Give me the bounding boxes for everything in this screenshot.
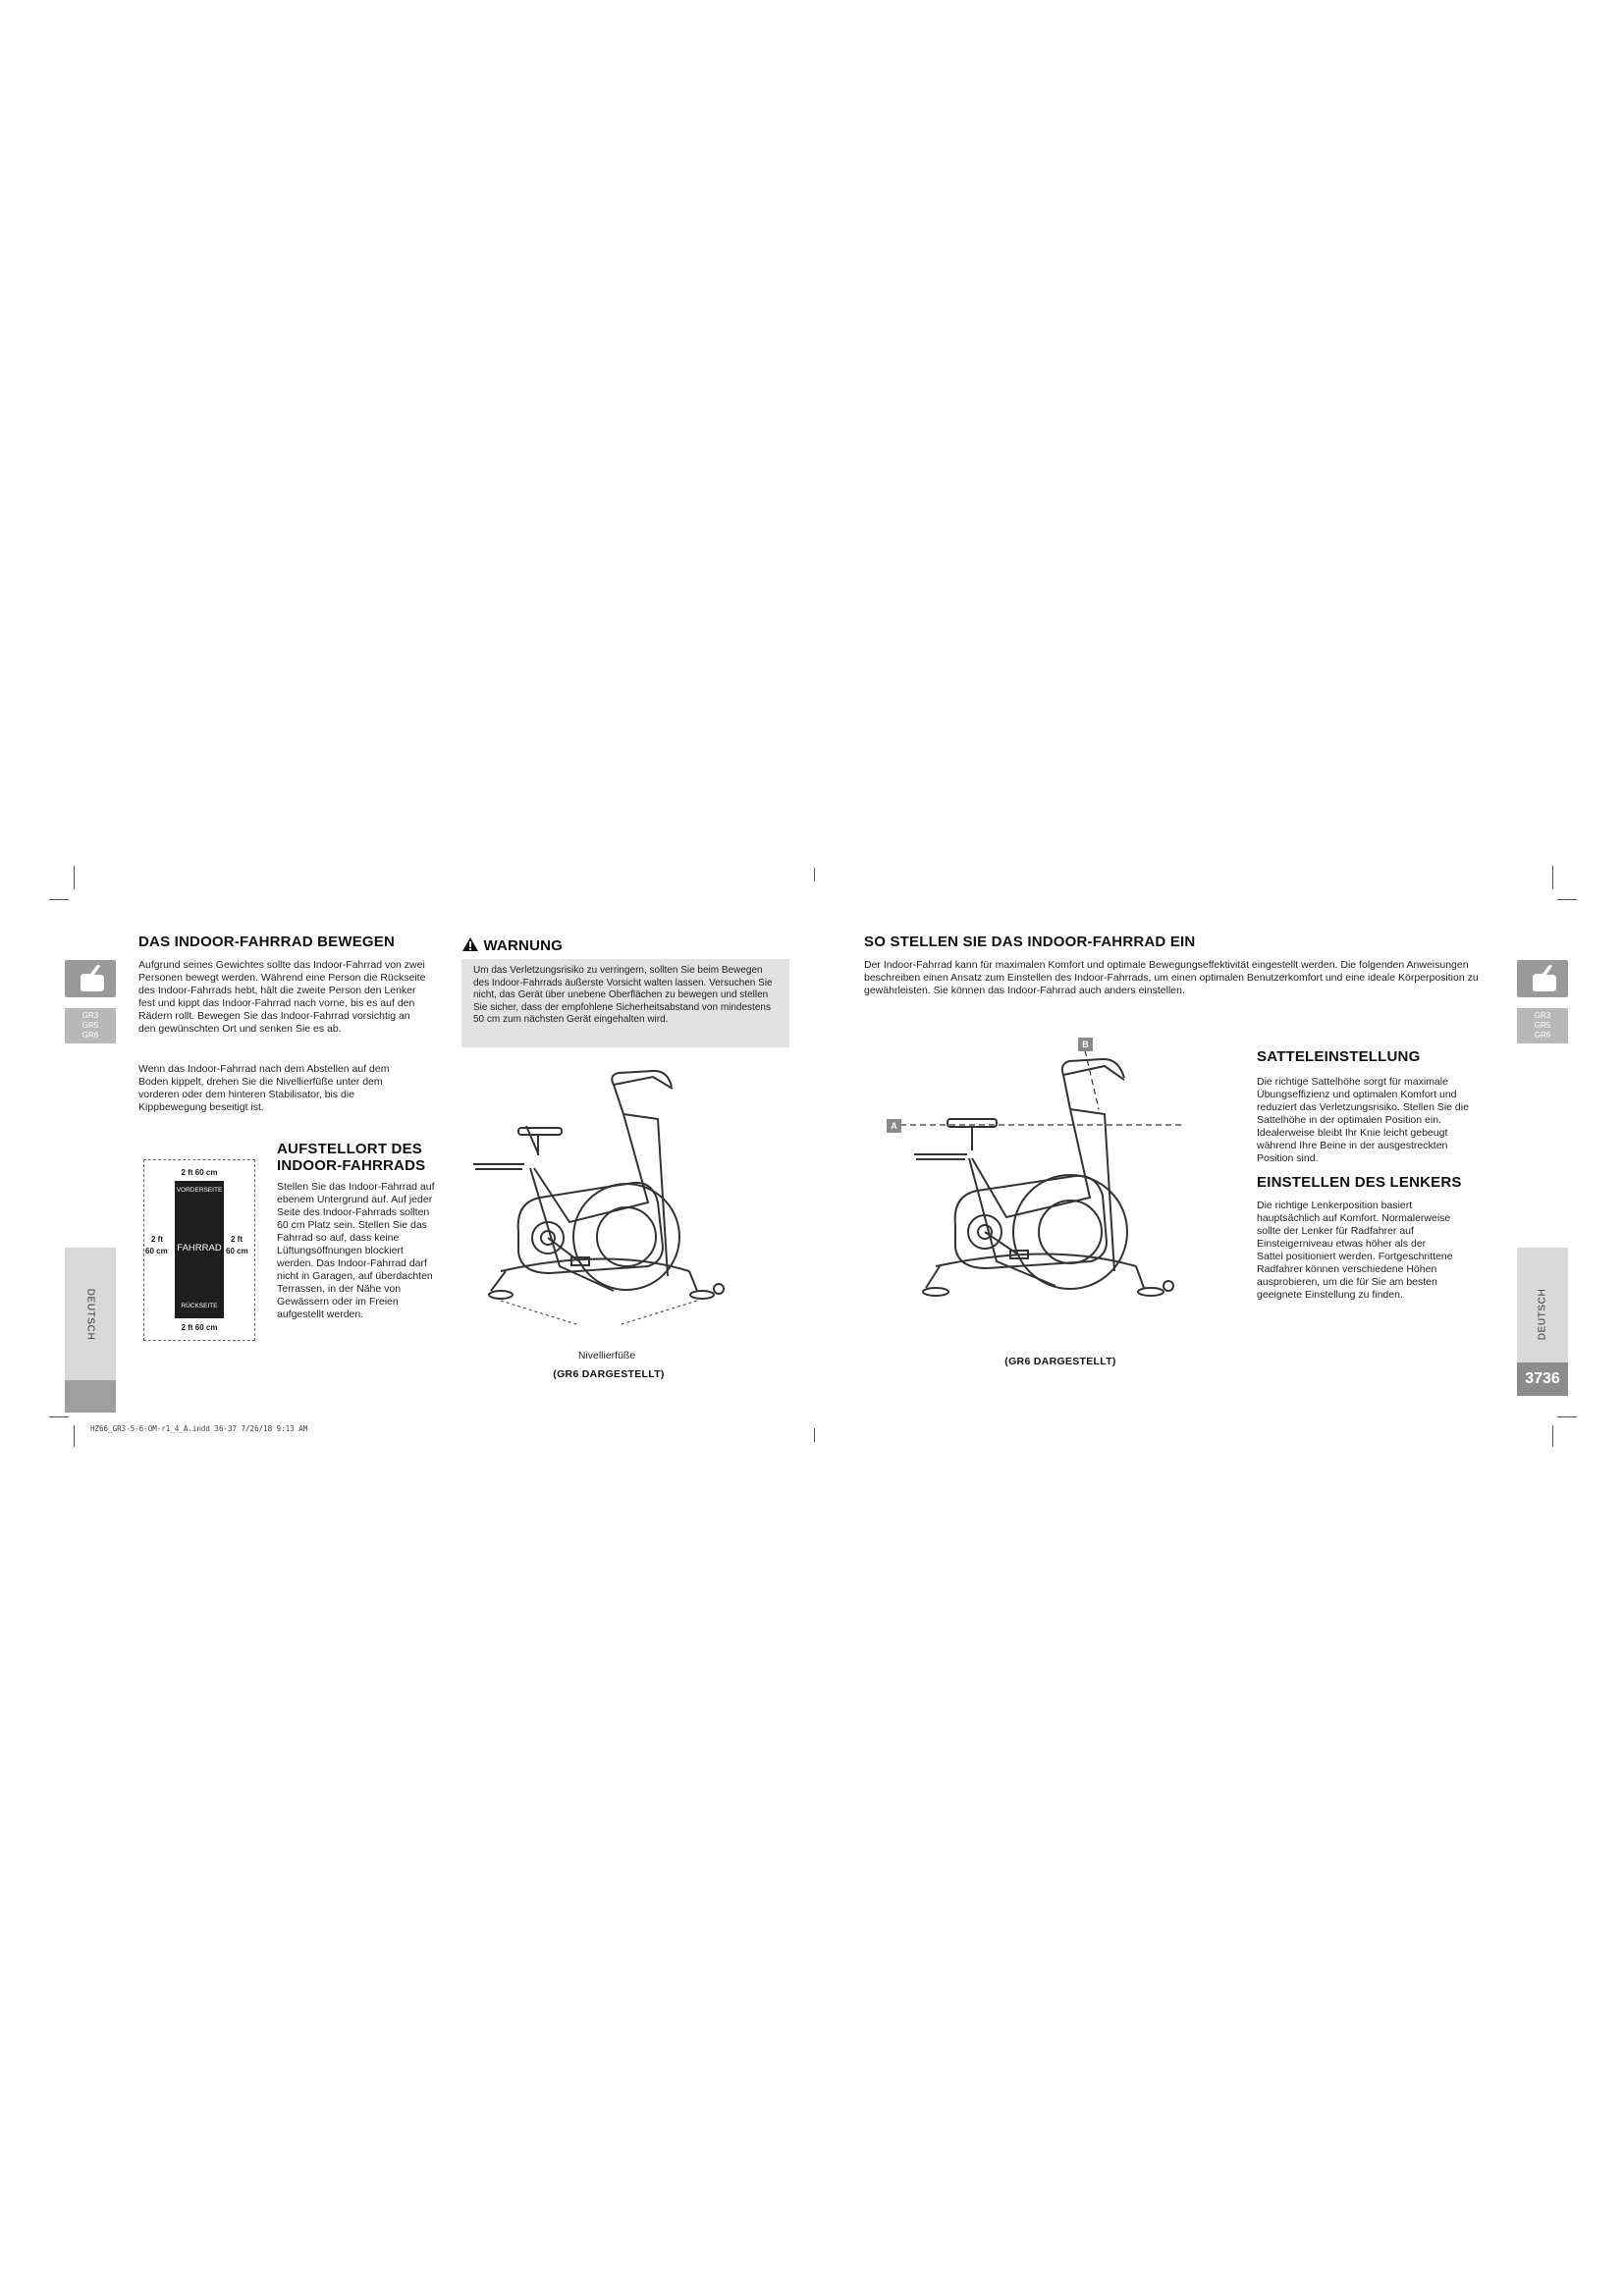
marker-a: A bbox=[887, 1119, 901, 1133]
warning-box bbox=[461, 959, 789, 1047]
hand-pointing-icon bbox=[65, 960, 116, 997]
page-number: 3736 bbox=[1517, 1362, 1568, 1396]
back-label: RÜCKSEITE bbox=[181, 1303, 218, 1309]
language-tab bbox=[65, 1248, 116, 1380]
figure-caption: (GR6 DARGESTELLT) bbox=[1004, 1356, 1116, 1367]
right-cm-label: 60 cm bbox=[226, 1247, 248, 1255]
warning-text: Um das Verletzungsrisiko zu verringern, sollten Sie beim Bewegen des Indoor-Fahrrads äußerste Vorsicht walten lassen. Versuchen Sie nicht, das Gerät über unebene Oberflächen zu bewegen und stellen Sie sicher, dass der empfohlene Sicherheitsabstand von mindestens 50 cm zum nächsten Gerät eingehalten wird. bbox=[473, 965, 773, 1026]
figure-caption: (GR6 DARGESTELLT) bbox=[553, 1368, 665, 1380]
clearance-top-label: 2 ft 60 cm bbox=[181, 1168, 218, 1177]
model-item: GR6 bbox=[1534, 1031, 1551, 1040]
language-label: DEUTSCH bbox=[1537, 1288, 1548, 1340]
model-item: GR5 bbox=[1534, 1021, 1551, 1030]
section-title: EINSTELLEN DES LENKERS bbox=[1257, 1174, 1462, 1191]
section-paragraph: Stellen Sie das Indoor-Fahrrad auf ebenem Untergrund auf. Auf jeder Seite des Indoor-Fahrrads sollten 60 cm Platz sein. Stellen Sie das Fahrrad so auf, dass keine Lüftungsöffnungen blockiert werden. Das Indoor-Fahrrad darf nicht in Garagen, auf überdachten Terrassen, in der Nähe von Gewässern oder im Freien aufgestellt werden. bbox=[277, 1181, 435, 1320]
model-item: GR6 bbox=[81, 1031, 99, 1040]
crop-mark bbox=[814, 1428, 815, 1442]
crop-mark bbox=[49, 899, 69, 900]
left-ft-label: 2 ft bbox=[151, 1235, 163, 1244]
crop-mark bbox=[1552, 866, 1553, 889]
model-list bbox=[65, 1008, 116, 1043]
language-tab bbox=[1517, 1248, 1568, 1380]
crop-mark bbox=[74, 866, 75, 889]
title-line: AUFSTELLORT DES bbox=[277, 1141, 422, 1157]
section-title: SO STELLEN SIE DAS INDOOR-FAHRRAD EIN bbox=[864, 934, 1196, 950]
section-paragraph: Die richtige Lenkerposition basiert hauptsächlich auf Komfort. Normalerweise sollte der Lenker für Radfahrer auf Einsteigerniveau etwas höher als der Sattel positioniert werden. Fortgeschrittene Radfahrer können verschiedene Höhen ausprobieren, um die für Sie am besten geeignete Einstellung zu finden. bbox=[1257, 1200, 1453, 1301]
warning-heading bbox=[461, 936, 563, 955]
warning-title: WARNUNG bbox=[483, 937, 564, 954]
clearance-bottom-label: 2 ft 60 cm bbox=[181, 1323, 218, 1332]
section-paragraph: Wenn das Indoor-Fahrrad nach dem Abstellen auf dem Boden kippelt, drehen Sie die Nivellierfüße unter dem vorderen oder dem hinteren Stabilisator, bis die Kippbewegung beseitigt ist. bbox=[138, 1063, 390, 1113]
model-list bbox=[1517, 1008, 1568, 1043]
crop-mark bbox=[1552, 1425, 1553, 1447]
figure-label: Nivellierfüße bbox=[577, 1350, 636, 1362]
section-paragraph: Der Indoor-Fahrrad kann für maximalen Komfort und optimale Bewegungseffektivität eingestellt werden. Die folgenden Anweisungen beschreiben einen Ansatz zum Einstellen des Indoor-Fahrrads, um einen optimalen Benutzerkomfort und eine ideale Körperposition zu gewährleisten. Sie können das Indoor-Fahrrad auch anders einstellen. bbox=[864, 959, 1479, 996]
bike-footprint bbox=[175, 1181, 224, 1318]
section-title bbox=[277, 1141, 444, 1174]
title-line: INDOOR-FAHRRADS bbox=[277, 1157, 426, 1174]
section-title: DAS INDOOR-FAHRRAD BEWEGEN bbox=[138, 934, 396, 950]
warning-triangle-icon bbox=[461, 936, 479, 952]
print-footer: HZ66_GR3-5-6-OM-r1_4_A.indd 36-37 7/26/18 9:13 AM bbox=[90, 1424, 308, 1433]
front-label: VORDERSEITE bbox=[176, 1187, 223, 1194]
section-paragraph: Aufgrund seines Gewichtes sollte das Indoor-Fahrrad von zwei Personen bewegt werden. Während eine Person die Rückseite des Indoor-Fahrrads hebt, hält die zweite Person den Lenker fest und kippt das Indoor-Fahrrad nach vorne, bis es auf den Rädern rollt. Bewegen Sie das Indoor-Fahrrad vorsichtig an den gewünschten Ort und senken Sie es ab. bbox=[138, 959, 426, 1035]
section-paragraph: Die richtige Sattelhöhe sorgt für maximale Übungseffizienz und optimalen Komfort und reduziert das Verletzungsrisiko. Stellen Sie die Sattelhöhe in der optimalen Position ein. Idealerweise bleibt Ihr Knie leicht gebeugt während Ihre Beine in der ausgestreckten Position sind. bbox=[1257, 1076, 1469, 1164]
indoor-bike-illustration bbox=[461, 1065, 746, 1340]
crop-mark bbox=[74, 1425, 75, 1447]
hand-pointing-icon bbox=[1517, 960, 1568, 997]
crop-mark bbox=[1557, 1416, 1577, 1417]
clearance-diagram bbox=[143, 1159, 255, 1341]
adjustment-bike-illustration bbox=[879, 1031, 1193, 1355]
model-item: GR3 bbox=[81, 1011, 99, 1020]
crop-mark bbox=[1557, 899, 1577, 900]
section-title: SATTELEINSTELLUNG bbox=[1257, 1048, 1421, 1065]
marker-b: B bbox=[1078, 1038, 1093, 1051]
model-item: GR5 bbox=[81, 1021, 99, 1030]
right-ft-label: 2 ft bbox=[231, 1235, 243, 1244]
crop-mark bbox=[814, 868, 815, 881]
model-item: GR3 bbox=[1534, 1011, 1551, 1020]
tab-strip bbox=[65, 1380, 116, 1413]
language-label: DEUTSCH bbox=[84, 1288, 96, 1340]
left-cm-label: 60 cm bbox=[145, 1247, 168, 1255]
bike-label: FAHRRAD bbox=[177, 1243, 222, 1254]
crop-mark bbox=[49, 1416, 69, 1417]
